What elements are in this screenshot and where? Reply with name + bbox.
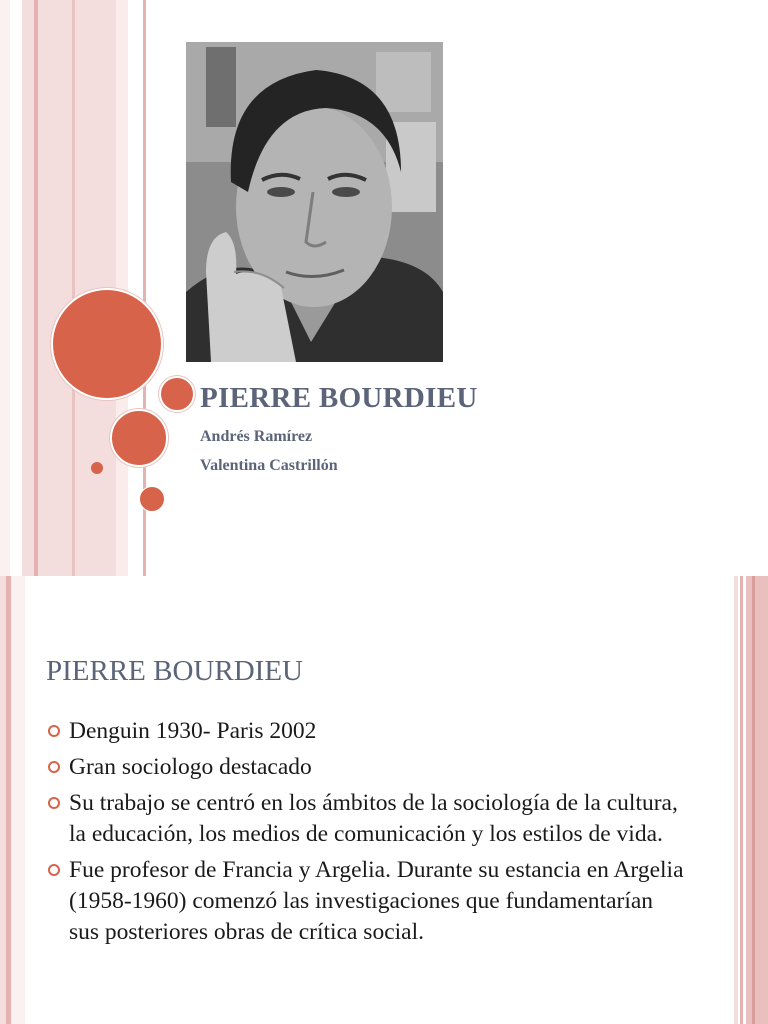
decorative-circle: [51, 288, 163, 400]
slide-title: PIERRE BOURDIEU: [200, 382, 478, 414]
list-item: [46, 716, 686, 747]
decorative-circle: [91, 462, 103, 474]
list-item: [46, 855, 686, 948]
bullet-text: Gran sociologo destacado: [69, 754, 312, 780]
bullet-text: Denguin 1930- Paris 2002: [69, 718, 317, 744]
content-slide: [0, 576, 768, 1024]
decorative-stripe: [752, 576, 755, 1024]
bullet-list: [46, 716, 686, 953]
bullet-text: Fue profesor de Francia y Argelia. Durante su estancia en Argelia (1958-1960) comenzó las investigaciones que fundamentarían sus posteriores obras de crítica social.: [69, 857, 684, 945]
author-name: Andrés Ramírez: [200, 428, 313, 445]
decorative-stripe: [72, 0, 75, 576]
ring-bullet-icon: [48, 864, 60, 876]
list-item: [46, 788, 686, 850]
portrait-photo: [186, 42, 443, 362]
ring-bullet-icon: [48, 761, 60, 773]
ring-bullet-icon: [48, 725, 60, 737]
decorative-stripe: [734, 576, 738, 1024]
decorative-circle: [110, 409, 168, 467]
author-name: Valentina Castrillón: [200, 457, 338, 474]
decorative-circle: [139, 486, 165, 512]
bullet-text: Su trabajo se centró en los ámbitos de la sociología de la cultura, la educación, los medios de comunicación y los estilos de vida.: [69, 790, 678, 847]
decorative-stripe: [11, 576, 25, 1024]
decorative-stripe: [34, 0, 38, 576]
list-item: [46, 752, 686, 783]
portrait-illustration: [186, 42, 443, 362]
slide-title: PIERRE BOURDIEU: [46, 655, 303, 687]
decorative-stripe: [116, 0, 128, 576]
decorative-stripe: [746, 576, 768, 1024]
decorative-stripe: [740, 576, 743, 1024]
ring-bullet-icon: [48, 797, 60, 809]
decorative-circle: [159, 376, 195, 412]
decorative-stripe: [0, 0, 10, 576]
